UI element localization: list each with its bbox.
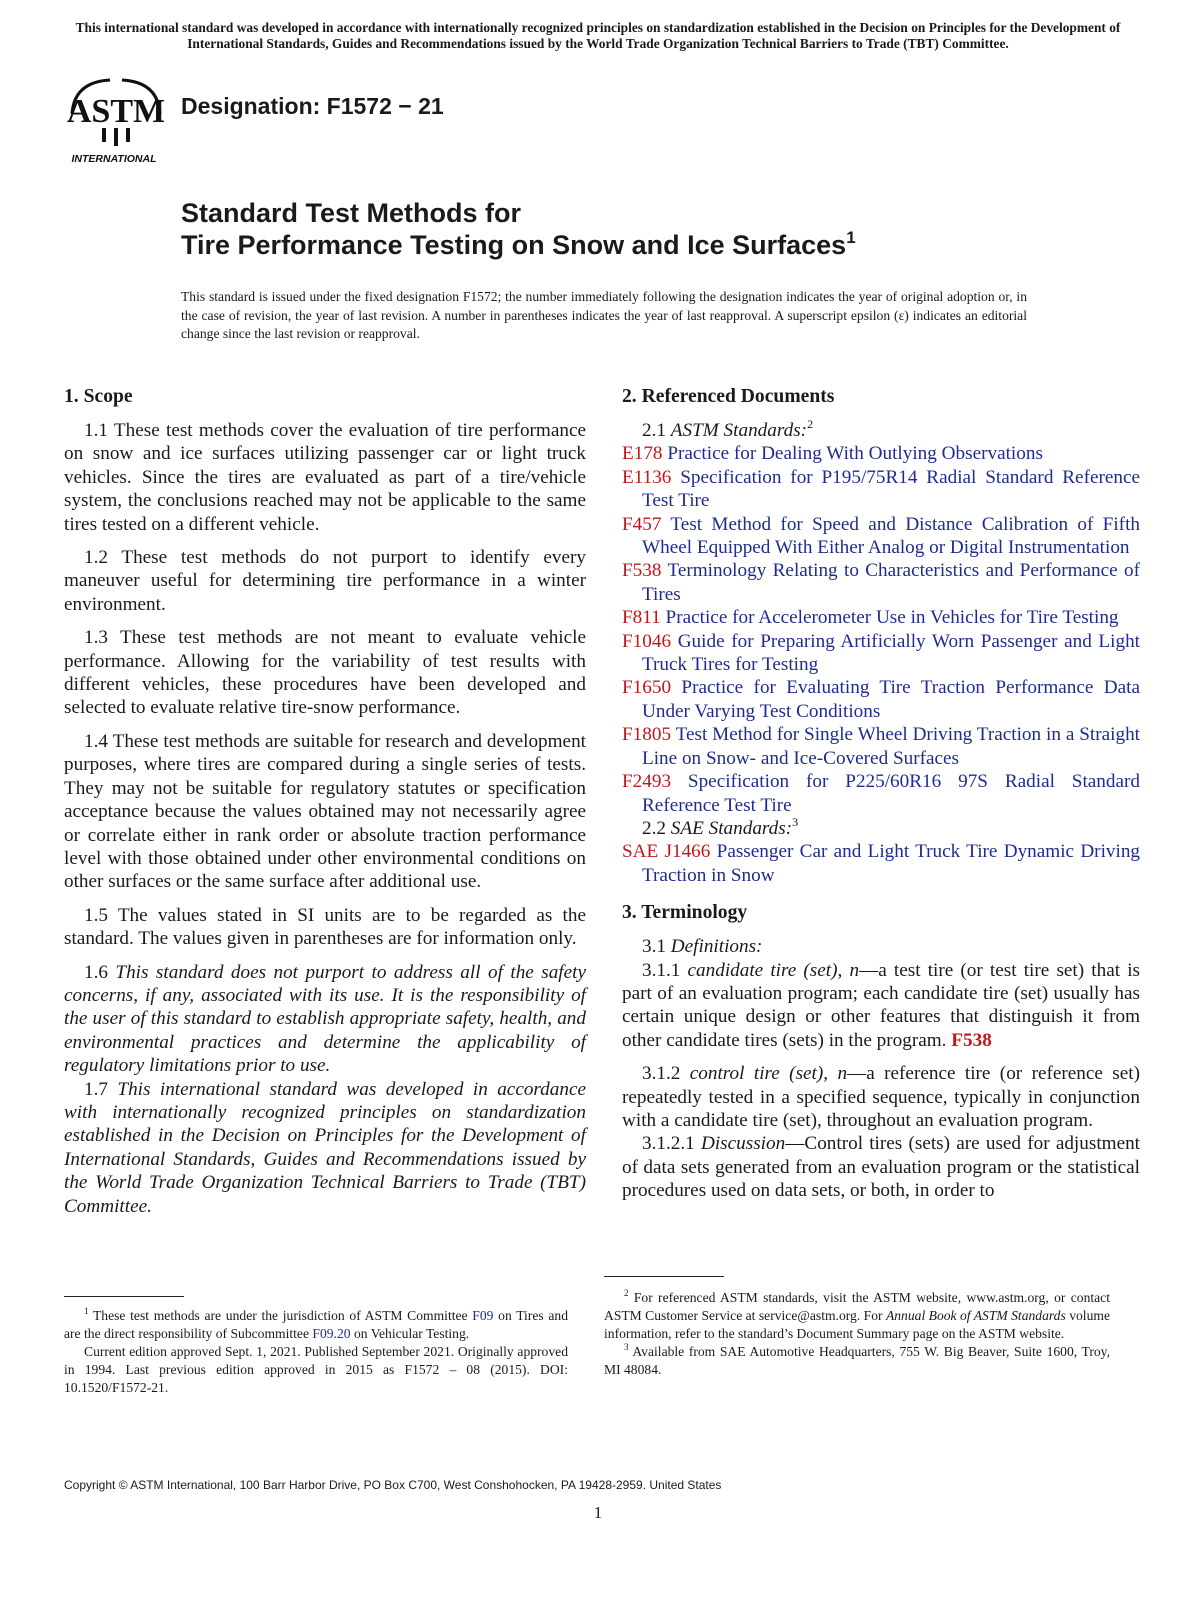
right-column [622, 385, 1140, 1213]
title-footnote-mark: 1 [846, 228, 856, 247]
page-number: 1 [593, 1503, 603, 1522]
reference-item[interactable] [622, 442, 1140, 465]
scope-heading: 1. Scope [64, 386, 133, 407]
reference-item[interactable] [622, 606, 1140, 629]
reference-item[interactable] [622, 466, 1140, 513]
wto-notice: This international standard was developed in accordance with internationally recognized principles on standardization established in the Decision on Principles for the Development of International Standards, Guides and Recommendations issued by the World Trade Organization Technical Barriers to Trade (TBT) Committee. [75, 20, 1121, 51]
scope-1-2: 1.2 These test methods do not purport to identify every maneuver useful for determining tire performance in a winter environment. [64, 547, 586, 615]
reference-code[interactable]: E1136 [622, 466, 672, 488]
scope-1-5: 1.5 The values stated in SI units are to be regarded as the standard. The values given in parentheses are for information only. [64, 904, 586, 950]
footnote-1: $^1$ These test methods are under the jurisdiction of ASTM Committee F09 on Tires and are the direct responsibility of Subcommittee F09.20 on Vehicular Testing. [64, 1306, 568, 1341]
astm-standards-label: 2.1 ASTM Standards:$^2$ [642, 417, 814, 441]
sae-standards-list [622, 840, 1140, 887]
issued-note: This standard is issued under the fixed designation F1572; the number immediately following the designation indicates the year of original adoption or, in the case of revision, the year of last revision. A number in parentheses indicates the year of last reapproval. A superscript epsilon (ε) indicates an editorial change since the last revision or reapproval. [181, 289, 1027, 341]
astm-logo [64, 74, 168, 166]
reference-title[interactable]: Terminology Relating to Characteristics and Performance of Tires [642, 560, 1140, 605]
footnote-rule-left [64, 1296, 184, 1297]
reference-item[interactable] [622, 676, 1140, 723]
term-discussion: 3.1.2.1 Discussion—Control tires (sets) are used for adjustment of data sets generated from an evaluation program or the statistical procedures used on data sets, or both, in order to [622, 1133, 1141, 1202]
reference-code[interactable]: F811 [622, 607, 661, 629]
title-line-1: Standard Test Methods for [181, 198, 522, 228]
reference-item[interactable] [622, 513, 1140, 560]
reference-code[interactable]: SAE J1466 [622, 841, 711, 863]
reference-item[interactable] [622, 630, 1140, 677]
scope-1-3: 1.3 These test methods are not meant to evaluate vehicle performance. Allowing for the variability of test results with different vehicles, these procedures have been developed and selected to evaluate relative tire-snow performance. [64, 627, 586, 719]
term-candidate-tire: 3.1.1 candidate tire (set), n—a test tire (or test tire set) that is part of an evaluation program; each candidate tire (set) usually has certain unique design or other features that distinguish it from other candidate tires (sets) in the program. F538 [622, 959, 1141, 1051]
svg-text:INTERNATIONAL: INTERNATIONAL [71, 153, 157, 165]
reference-code[interactable]: F457 [622, 513, 662, 535]
reference-code[interactable]: E178 [622, 443, 663, 465]
reference-code[interactable]: F1650 [622, 677, 672, 699]
copyright: Copyright © ASTM International, 100 Barr Harbor Drive, PO Box C700, West Conshohocken, PA 19428-2959. United States [64, 1478, 722, 1492]
page-title [181, 197, 856, 261]
reference-item[interactable] [622, 840, 1140, 887]
reference-title[interactable]: Practice for Accelerometer Use in Vehicles for Tire Testing [665, 607, 1119, 629]
reference-title[interactable]: Passenger Car and Light Truck Tire Dynamic Driving Traction in Snow [642, 841, 1141, 886]
title-line-2: Tire Performance Testing on Snow and Ice Surfaces [181, 230, 847, 260]
footnotes-left [64, 1307, 568, 1397]
scope-1-4: 1.4 These test methods are suitable for research and development purposes, where tires are compared during a single series of tests. They may not be suitable for regulatory statutes or specification acceptance because the values obtained may not necessarily agree or correlate either in rank order or absolute traction performance level with those obtained under other environmental conditions on other surfaces or the same surface after additional use. [64, 730, 586, 893]
scope-1-7: 1.7 This international standard was developed in accordance with internationally recognized principles on standardization established in the Decision on Principles for the Development of International Standards, Guides and Recommendations issued by the World Trade Organization Technical Barriers to Trade (TBT) Committee. [64, 1078, 586, 1217]
footnote-rule-right [604, 1276, 724, 1277]
svg-text:ASTM: ASTM [66, 93, 166, 130]
terminology-heading: 3. Terminology [622, 902, 748, 924]
reference-title[interactable]: Practice for Evaluating Tire Traction Performance Data Under Varying Test Conditions [642, 677, 1140, 722]
reference-title[interactable]: Practice for Dealing With Outlying Observations [667, 443, 1043, 465]
reference-title[interactable]: Specification for P225/60R16 97S Radial Standard Reference Test Tire [642, 771, 1140, 816]
footnote-2: $^2$ For referenced ASTM standards, visit the ASTM website, www.astm.org, or contact ASTM Customer Service at service@astm.org. For Annual Book of ASTM Standards volume information, refer to the standard’s Document Summary page on the ASTM website. [604, 1288, 1110, 1341]
committee-link[interactable]: F09 [472, 1308, 494, 1323]
reference-title[interactable]: Guide for Preparing Artificially Worn Passenger and Light Truck Tires for Testing [642, 630, 1140, 676]
sae-standards-label: 2.2 SAE Standards:$^3$ [642, 814, 799, 839]
scope-1-1: 1.1 These test methods cover the evaluation of tire performance on snow and ice surfaces utilizing passenger car or light truck vehicles. Since the tires are evaluated as part of a tire/vehicle system, the conclusions reached may not be applicable to the same tires tested on a different vehicle. [64, 420, 586, 535]
reference-code[interactable]: F538 [622, 560, 662, 582]
astm-standards-list [622, 442, 1140, 817]
definitions-label: 3.1 Definitions: [642, 936, 763, 958]
term-ref-link[interactable]: F538 [951, 1029, 992, 1051]
refdocs-heading: 2. Referenced Documents [622, 386, 835, 407]
reference-title[interactable]: Test Method for Single Wheel Driving Traction in a Straight Line on Snow- and Ice-Covered Surfaces [642, 724, 1140, 769]
term-control-tire: 3.1.2 control tire (set), n—a reference tire (or reference set) repeatedly tested in a specified sequence, typically in conjunction with a candidate tire (set), throughout an evaluation program. [622, 1063, 1140, 1131]
footnotes-right [604, 1289, 1110, 1379]
reference-code[interactable]: F1805 [622, 724, 672, 746]
footnote-1-edition: Current edition approved Sept. 1, 2021. Published September 2021. Originally approved in 1994. Last previous edition approved in 2015 as F1572 – 08 (2015). DOI: 10.1520/F1572-21. [64, 1344, 568, 1395]
reference-item[interactable] [622, 723, 1140, 770]
reference-code[interactable]: F2493 [622, 771, 672, 793]
scope-1-6: 1.6 This standard does not purport to address all of the safety concerns, if any, associated with its use. It is the responsibility of the user of this standard to establish appropriate safety, health, and environmental practices and determine the applicability of regulatory limitations prior to use. [64, 961, 586, 1077]
footnote-3: $^3$ Available from SAE Automotive Headquarters, 755 W. Big Beaver, Suite 1600, Troy, MI 48084. [604, 1342, 1110, 1377]
subcommittee-link[interactable]: F09.20 [312, 1326, 351, 1341]
reference-code[interactable]: F1046 [622, 630, 672, 652]
reference-item[interactable] [622, 770, 1140, 817]
left-column [64, 385, 586, 1228]
reference-title[interactable]: Test Method for Speed and Distance Calibration of Fifth Wheel Equipped With Either Analog or Digital Instrumentation [642, 513, 1140, 559]
designation: Designation: F1572 − 21 [181, 93, 444, 119]
reference-title[interactable]: Specification for P195/75R14 Radial Standard Reference Test Tire [642, 466, 1141, 512]
reference-item[interactable] [622, 559, 1140, 606]
